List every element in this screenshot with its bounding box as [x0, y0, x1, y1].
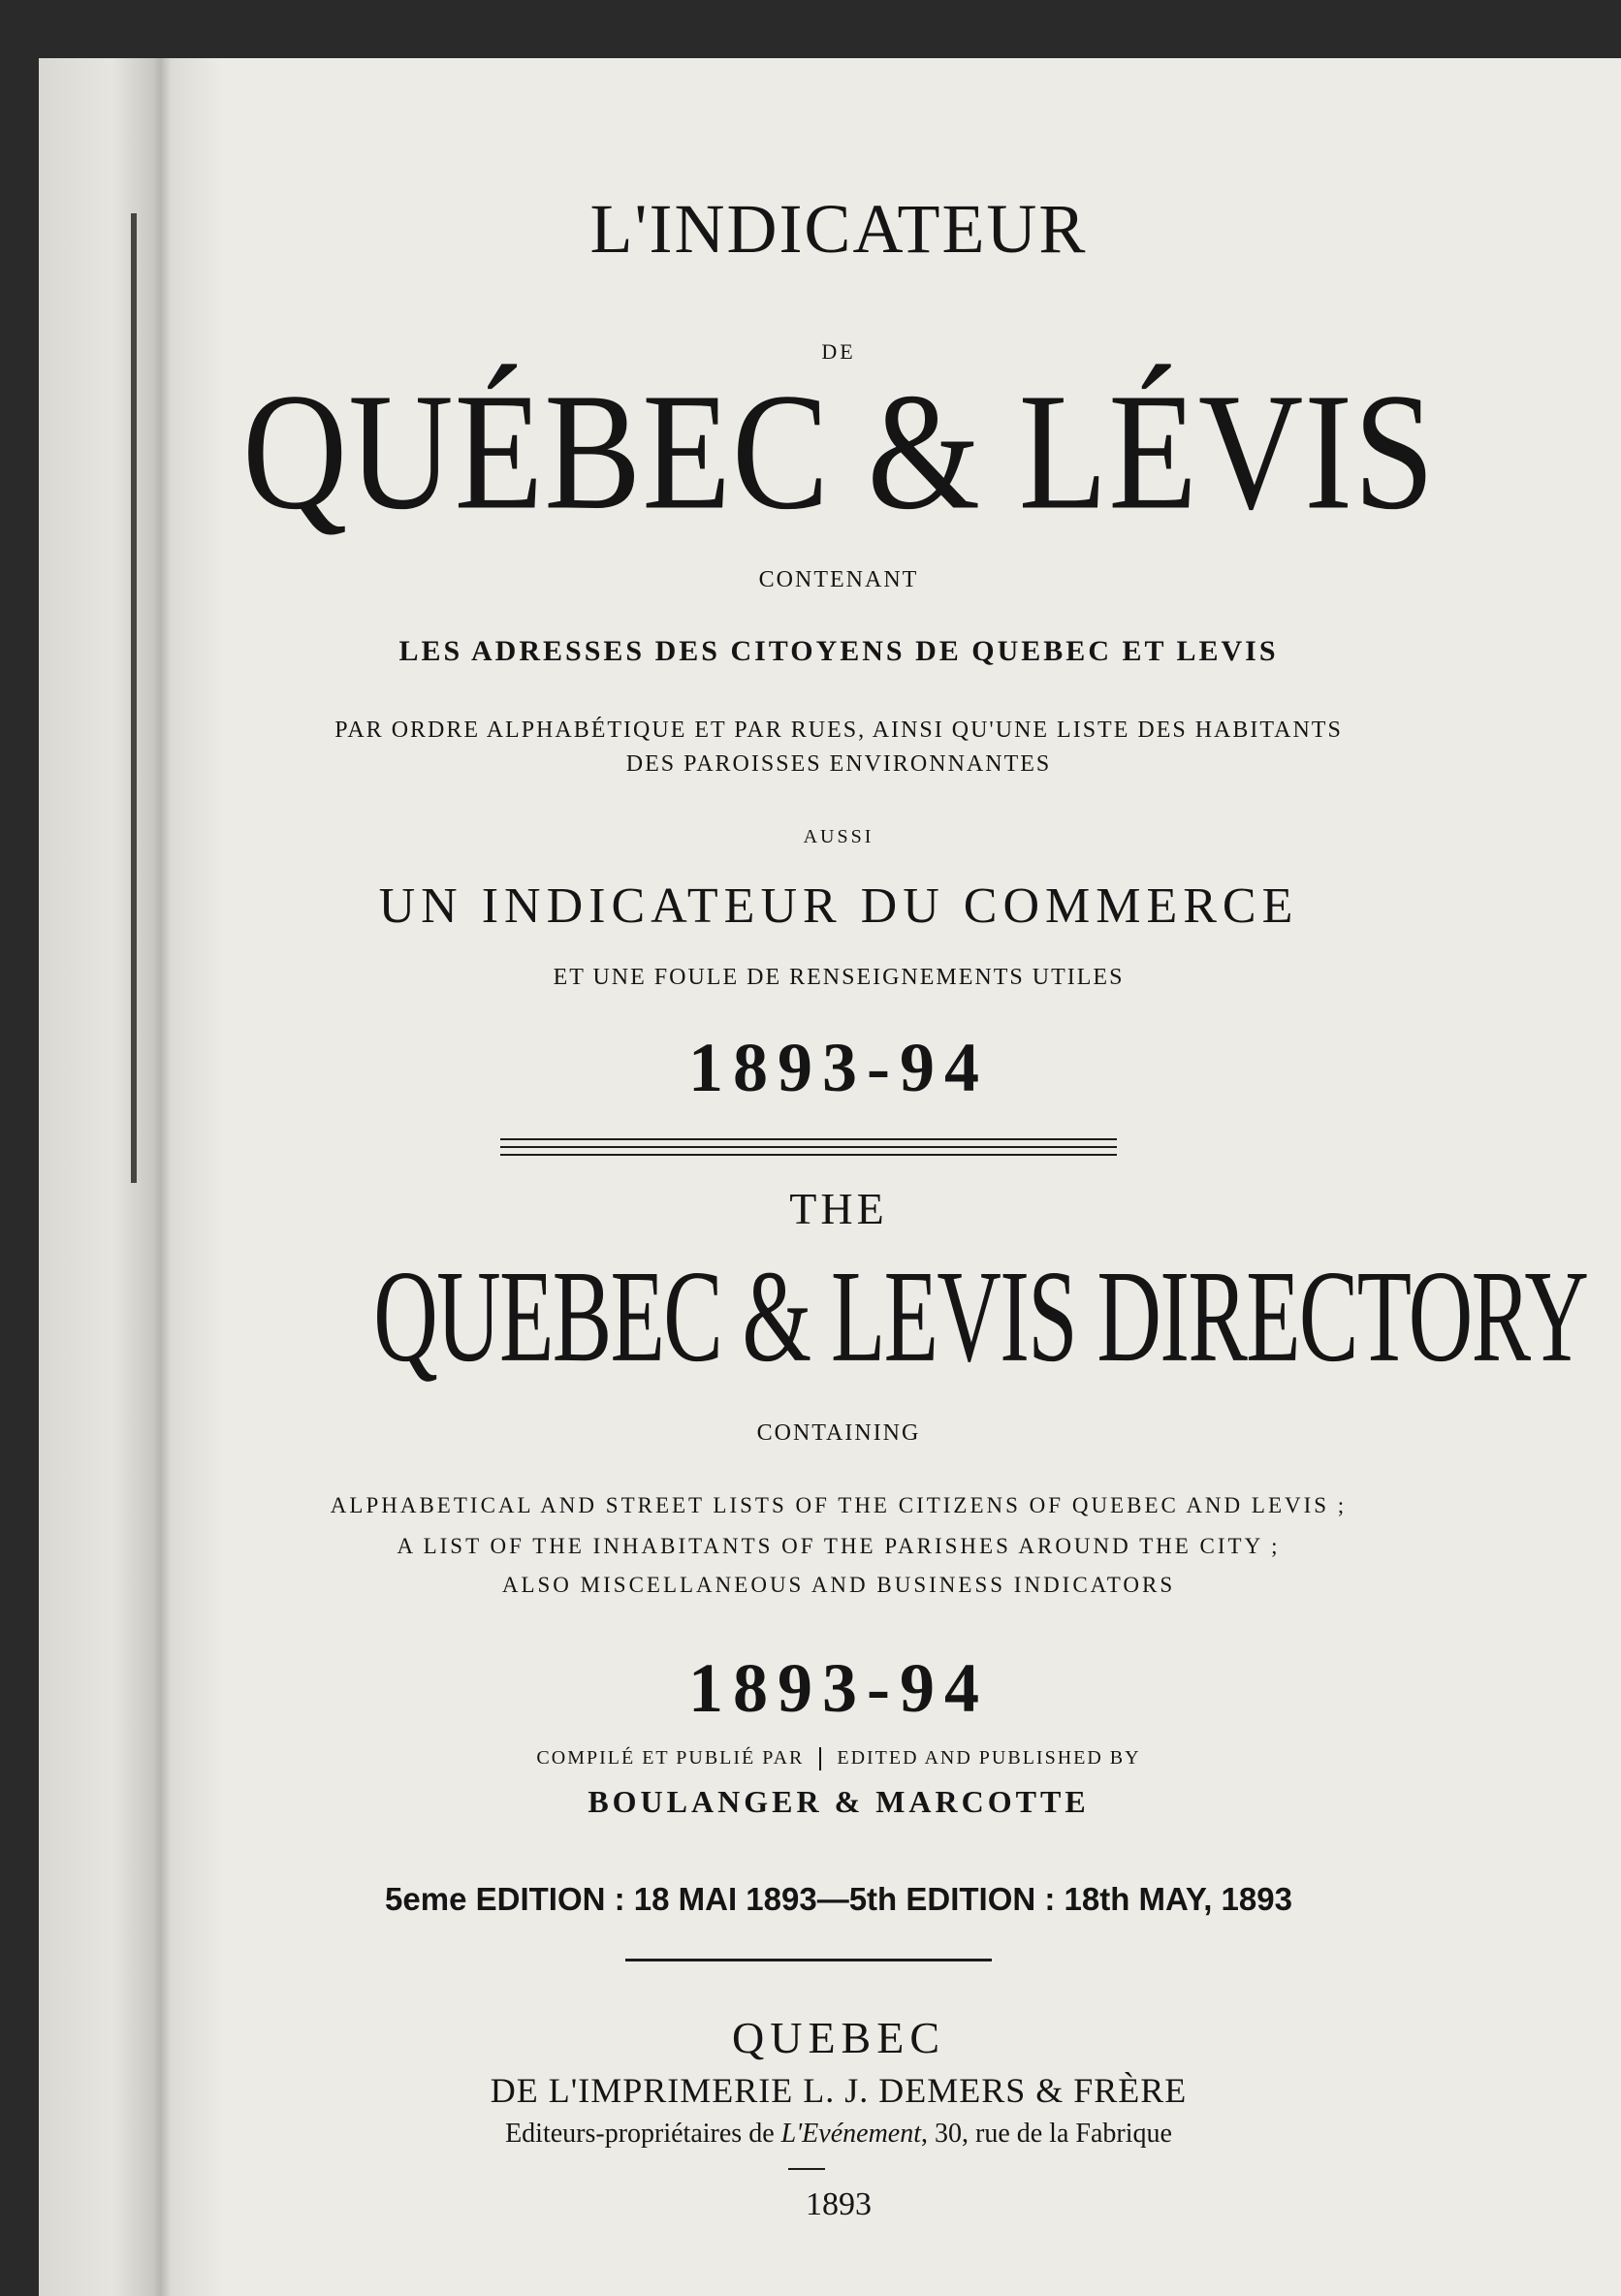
year-english: 1893-94 [688, 1649, 989, 1727]
address-suffix: , 30, rue de la Fabrique [921, 2119, 1172, 2149]
imprint-printer: DE L'IMPRIMERIE L. J. DEMERS & FRÈRE [490, 2071, 1188, 2110]
imprint-year: 1893 [806, 2186, 872, 2222]
compiled-en: EDITED AND PUBLISHED BY [837, 1747, 1141, 1769]
separator-bar [819, 1747, 821, 1770]
imprint-city: QUEBEC [732, 2013, 945, 2062]
divider-rule [500, 1146, 1117, 1148]
renseignements-line: ET UNE FOULE DE RENSEIGNEMENTS UTILES [553, 965, 1125, 990]
the-label: THE [789, 1184, 888, 1233]
lists-line: ALPHABETICAL AND STREET LISTS OF THE CITIZENS OF QUEBEC AND LEVIS ; [330, 1493, 1348, 1517]
publisher-name: BOULANGER & MARCOTTE [588, 1784, 1090, 1819]
gutter-shadow-line [131, 213, 137, 1183]
paroisses-line: DES PAROISSES ENVIRONNANTES [625, 751, 1052, 777]
adresses-line: LES ADRESSES DES CITOYENS DE QUEBEC ET LEVIS [398, 635, 1279, 667]
divider-rule [500, 1154, 1117, 1156]
title-line-de: DE [821, 339, 856, 364]
ordre-line: PAR ORDRE ALPHABÉTIQUE ET PAR RUES, AINSI QU'UNE LISTE DES HABITANTS [334, 718, 1343, 743]
contenant-label: CONTENANT [758, 567, 919, 592]
year-french: 1893-94 [688, 1029, 989, 1106]
divider-rule [500, 1138, 1117, 1140]
directory-title: QUEBEC & LEVIS DIRECTORY [373, 1243, 1588, 1389]
imprint-address [242, 2119, 1435, 2150]
edition-line: 5eme EDITION : 18 MAI 1893—5th EDITION : 18th MAY, 1893 [385, 1881, 1292, 1917]
imprint-rule [625, 1959, 992, 1961]
aussi-label: AUSSI [803, 826, 874, 847]
indicateur-commerce: UN INDICATEUR DU COMMERCE [378, 878, 1299, 934]
title-line-indicateur: L'INDICATEUR [589, 190, 1088, 268]
inhabitants-line: A LIST OF THE INHABITANTS OF THE PARISHES AROUND THE CITY ; [397, 1534, 1281, 1558]
indicators-line: ALSO MISCELLANEOUS AND BUSINESS INDICATORS [501, 1573, 1176, 1597]
compiled-fr: COMPILÉ ET PUBLIÉ PAR [536, 1747, 805, 1769]
compiled-by-line [242, 1747, 1435, 1770]
year-rule [788, 2168, 825, 2170]
containing-label: CONTAINING [756, 1420, 921, 1446]
newspaper-name: L'Evénement [780, 2119, 921, 2149]
title-quebec-levis: QUÉBEC & LÉVIS [242, 359, 1436, 545]
title-page [39, 58, 1621, 2296]
address-prefix: Editeurs-propriétaires de [505, 2119, 781, 2149]
